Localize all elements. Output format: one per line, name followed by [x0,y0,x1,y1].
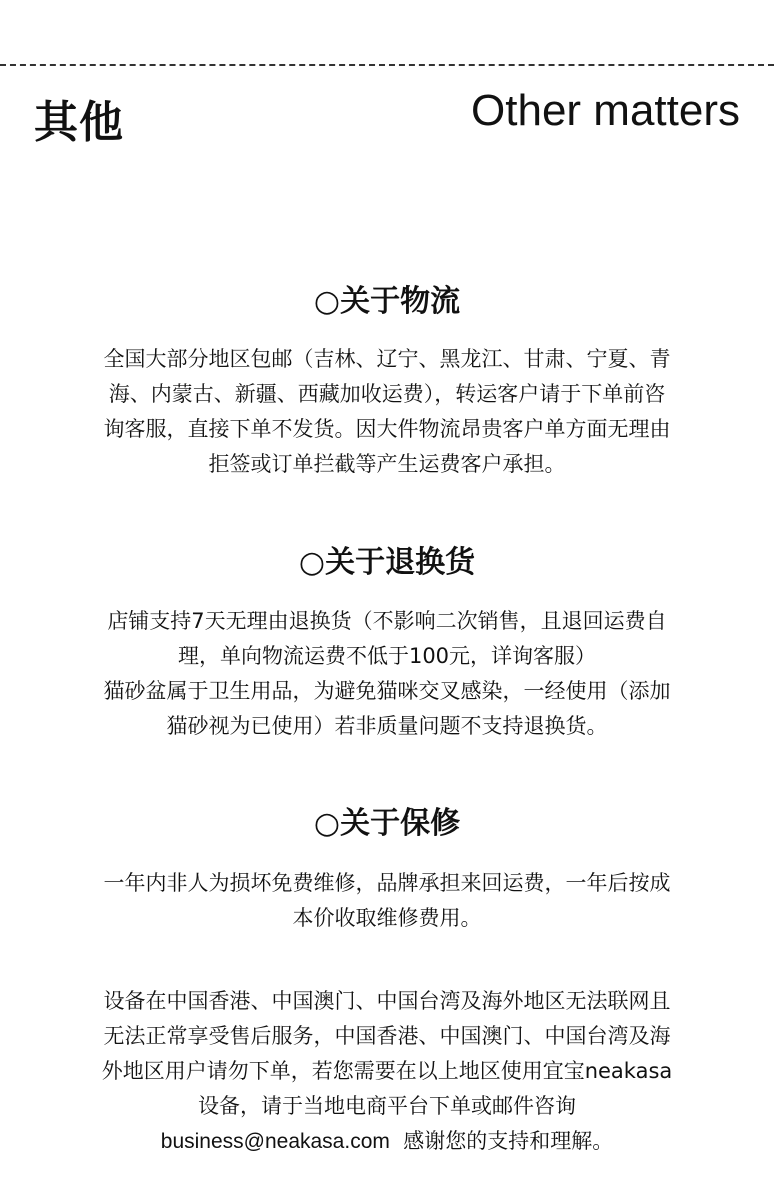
body-line: 一年内非人为损坏免费维修，品牌承担来回运费，一年后按成 [103,871,671,895]
section-body-logistics [44,342,730,482]
section-body-warranty [44,866,730,936]
body-line: 设备，请于当地电商平台下单或邮件咨询 [198,1094,576,1118]
page-title-cn: 其他 [34,97,124,148]
body-line: 拒签或订单拦截等产生运费客户承担。 [208,452,566,476]
contact-line [44,1124,730,1159]
body-line: 店铺支持7天无理由退换货（不影响二次销售，且退回运费自 [107,609,667,633]
body-line: 无法正常享受售后服务，中国香港、中国澳门、中国台湾及海 [103,1024,671,1048]
body-line: 全国大部分地区包邮（吉林、辽宁、黑龙江、甘肃、宁夏、青 [103,347,671,371]
body-line: 猫砂视为已使用）若非质量问题不支持退换货。 [166,714,608,738]
body-line: 海、内蒙古、新疆、西藏加收运费），转运客户请于下单前咨 [108,382,666,406]
section-heading-logistics: ○关于物流 [313,284,461,319]
body-line: 猫砂盆属于卫生用品，为避免猫咪交叉感染，一经使用（添加 [103,679,671,703]
body-line: 本价收取维修费用。 [292,906,482,930]
body-line: 设备在中国香港、中国澳门、中国台湾及海外地区无法联网且 [103,989,671,1013]
section-body-returns [44,604,730,744]
section-heading-warranty: ○关于保修 [313,806,461,841]
body-line: 外地区用户请勿下单，若您需要在以上地区使用宜宝neakasa [101,1059,673,1083]
contact-email[interactable]: business@neakasa.com [160,1130,390,1153]
body-line: 理，单向物流运费不低于100元，详询客服） [177,644,597,668]
body-line: 询客服，直接下单不发货。因大件物流昂贵客户单方面无理由 [103,417,671,441]
dashed-divider [0,64,774,66]
page-title-en: Other matters [471,86,740,135]
thanks-text: 感谢您的支持和理解。 [403,1129,614,1153]
region-notice [44,984,730,1159]
section-heading-returns: ○关于退换货 [298,545,476,580]
